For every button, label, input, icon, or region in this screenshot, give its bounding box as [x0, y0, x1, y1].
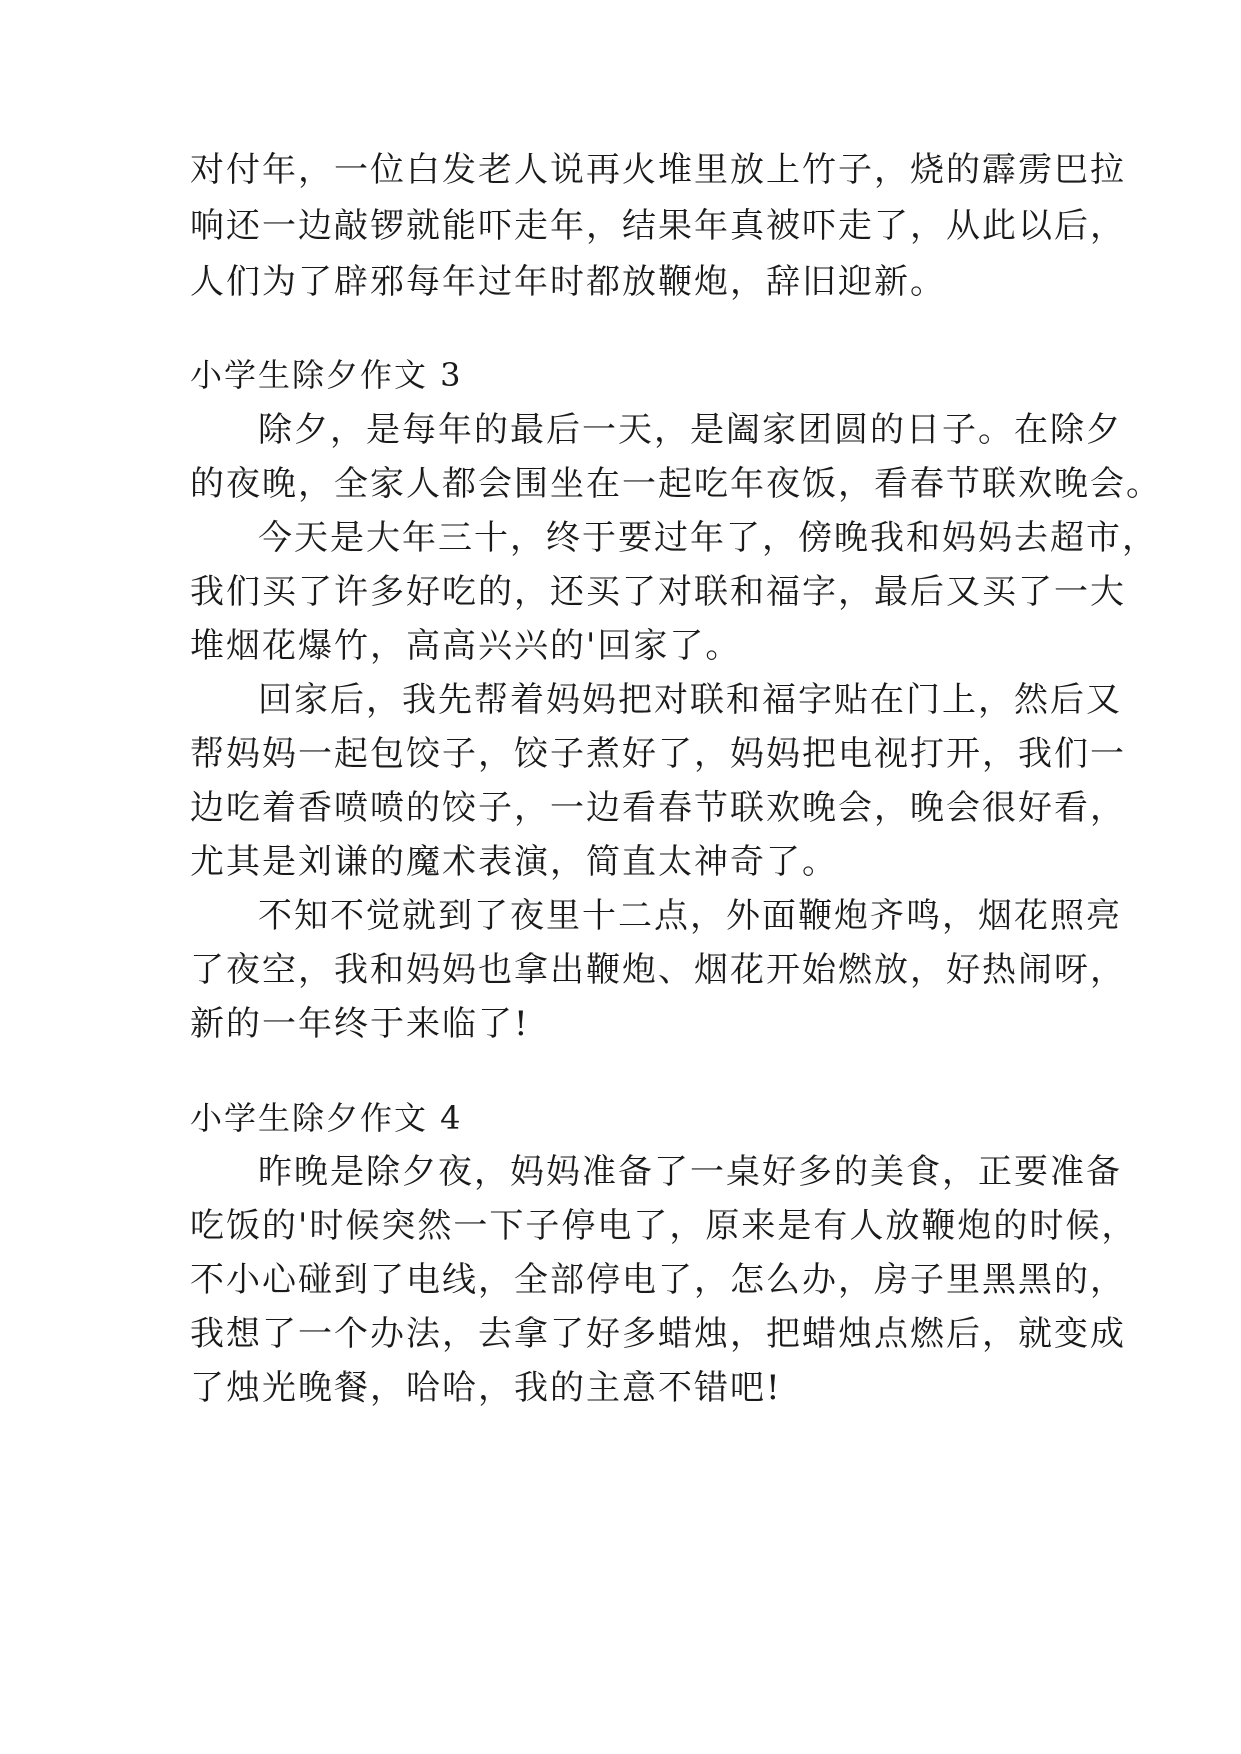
- essay3-p2-line-3: 堆烟花爆竹，高高兴兴的'回家了。: [190, 626, 742, 666]
- essay4-p1-line-2: 吃饭的'时候突然一下子停电了，原来是有人放鞭炮的时候，: [190, 1206, 1138, 1246]
- essay4-p1-line-5: 了烛光晚餐，哈哈，我的主意不错吧!: [190, 1368, 782, 1408]
- essay3-p2-line-1: 今天是大年三十，终于要过年了，傍晚我和妈妈去超市，: [258, 518, 1158, 558]
- intro-line-3: 人们为了辟邪每年过年时都放鞭炮，辞旧迎新。: [190, 262, 946, 302]
- intro-line-2: 响还一边敲锣就能吓走年，结果年真被吓走了，从此以后，: [190, 206, 1126, 246]
- essay3-p3-line-2: 帮妈妈一起包饺子，饺子煮好了，妈妈把电视打开，我们一: [190, 734, 1126, 774]
- essay4-title: 小学生除夕作文 4: [190, 1099, 463, 1137]
- essay3-p3-line-4: 尤其是刘谦的魔术表演，简直太神奇了。: [190, 842, 838, 882]
- essay3-p4-line-3: 新的一年终于来临了!: [190, 1004, 530, 1044]
- essay3-p1-line-1: 除夕，是每年的最后一天，是阖家团圆的日子。在除夕: [258, 410, 1122, 450]
- essay3-p4-line-2: 了夜空，我和妈妈也拿出鞭炮、烟花开始燃放，好热闹呀，: [190, 950, 1126, 990]
- essay3-p3-line-1: 回家后，我先帮着妈妈把对联和福字贴在门上，然后又: [258, 680, 1122, 720]
- essay3-p1-line-2: 的夜晚，全家人都会围坐在一起吃年夜饭，看春节联欢晚会。: [190, 464, 1162, 504]
- essay3-p4-line-1: 不知不觉就到了夜里十二点，外面鞭炮齐鸣，烟花照亮: [258, 896, 1122, 936]
- essay4-p1-line-3: 不小心碰到了电线，全部停电了，怎么办，房子里黑黑的，: [190, 1260, 1126, 1300]
- essay4-p1-line-1: 昨晚是除夕夜，妈妈准备了一桌好多的美食，正要准备: [258, 1152, 1122, 1192]
- essay3-title: 小学生除夕作文 3: [190, 356, 463, 394]
- essay3-p2-line-2: 我们买了许多好吃的，还买了对联和福字，最后又买了一大: [190, 572, 1126, 612]
- essay4-p1-line-4: 我想了一个办法，去拿了好多蜡烛，把蜡烛点燃后，就变成: [190, 1314, 1126, 1354]
- intro-line-1: 对付年，一位白发老人说再火堆里放上竹子，烧的霹雳巴拉: [190, 150, 1126, 190]
- essay3-p3-line-3: 边吃着香喷喷的饺子，一边看春节联欢晚会，晚会很好看，: [190, 788, 1126, 828]
